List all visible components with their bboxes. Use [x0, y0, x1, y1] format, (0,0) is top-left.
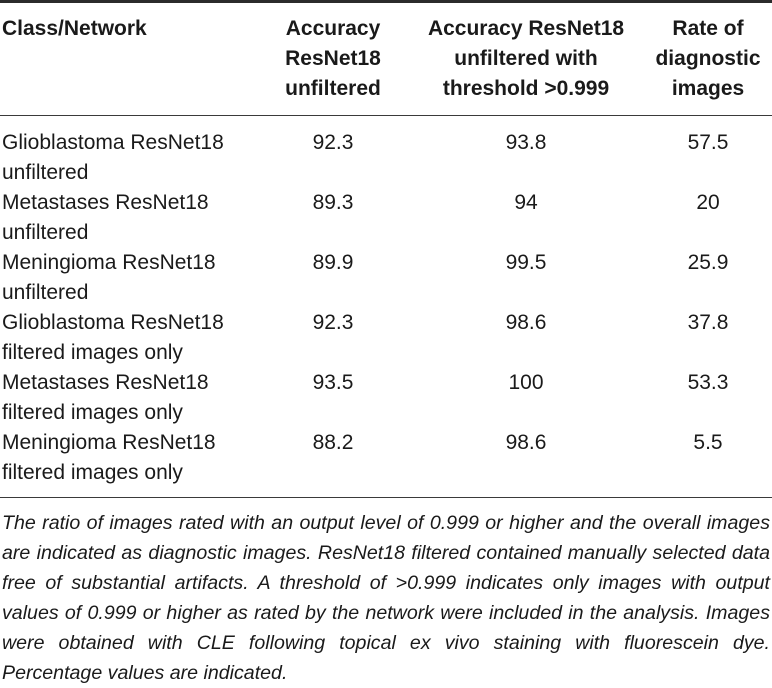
cell-accuracy-threshold: 100 — [508, 371, 544, 394]
class-line: Meningioma ResNet18 — [2, 251, 216, 274]
header-line: unfiltered — [285, 77, 381, 100]
header-line: threshold >0.999 — [442, 77, 610, 100]
cell-class — [2, 428, 262, 488]
cell-rate: 53.3 — [687, 371, 729, 394]
table-top-rule — [0, 0, 772, 3]
header-line: Rate of — [672, 17, 744, 40]
header-rate-diagnostic — [644, 14, 772, 104]
class-line: Meningioma ResNet18 — [2, 431, 216, 454]
table-row — [0, 368, 772, 428]
table-footnote: The ratio of images rated with an output level of 0.999 or higher and the overall images are indicated as diagnostic images. ResNet18 filtered contained manually selected data free of substantial artifacts. A threshold of >0.999 indicates only images with output values of 0.999 or higher as rated by the network were included in the analysis. Images were obtained with CLE following topical ex vivo staining with fluorescein dye. Percentage values are indicated. — [2, 512, 770, 684]
class-line: filtered images only — [2, 401, 183, 424]
header-accuracy-unfiltered — [262, 14, 404, 104]
table-row — [0, 128, 772, 188]
cell-accuracy-threshold: 98.6 — [505, 311, 547, 334]
cell-rate: 57.5 — [687, 131, 729, 154]
class-line: Glioblastoma ResNet18 — [2, 311, 224, 334]
header-line: Accuracy — [285, 17, 381, 40]
class-line: Metastases ResNet18 — [2, 371, 209, 394]
header-line: Class/Network — [2, 17, 147, 40]
cell-accuracy-threshold: 93.8 — [505, 131, 547, 154]
cell-accuracy-threshold: 99.5 — [505, 251, 547, 274]
cell-class — [2, 248, 262, 308]
table-row — [0, 308, 772, 368]
class-line: Glioblastoma ResNet18 — [2, 131, 224, 154]
table-bottom-rule — [0, 497, 772, 498]
cell-rate: 25.9 — [687, 251, 729, 274]
cell-accuracy-threshold: 94 — [514, 191, 538, 214]
cell-accuracy: 89.9 — [312, 251, 354, 274]
cell-rate: 37.8 — [687, 311, 729, 334]
class-line: unfiltered — [2, 161, 89, 184]
cell-class — [2, 128, 262, 188]
header-line: images — [671, 77, 745, 100]
table-row — [0, 428, 772, 488]
cell-class — [2, 188, 262, 248]
cell-accuracy: 92.3 — [312, 131, 354, 154]
table-row — [0, 188, 772, 248]
class-line: filtered images only — [2, 461, 183, 484]
class-line: filtered images only — [2, 341, 183, 364]
cell-class — [2, 308, 262, 368]
header-accuracy-threshold — [410, 14, 642, 104]
table-row — [0, 248, 772, 308]
class-line: Metastases ResNet18 — [2, 191, 209, 214]
header-line: Accuracy ResNet18 — [427, 17, 625, 40]
header-line: unfiltered with — [454, 47, 598, 70]
class-line: unfiltered — [2, 281, 89, 304]
cell-accuracy: 89.3 — [312, 191, 354, 214]
cell-rate: 20 — [696, 191, 720, 214]
cell-accuracy: 92.3 — [312, 311, 354, 334]
header-divider — [0, 115, 772, 116]
header-line: diagnostic — [655, 47, 761, 70]
cell-accuracy-threshold: 98.6 — [505, 431, 547, 454]
header-class-network — [2, 14, 262, 44]
header-line: ResNet18 — [285, 47, 381, 70]
cell-accuracy: 88.2 — [312, 431, 354, 454]
cell-accuracy: 93.5 — [312, 371, 354, 394]
cell-rate: 5.5 — [693, 431, 723, 454]
cell-class — [2, 368, 262, 428]
class-line: unfiltered — [2, 221, 89, 244]
